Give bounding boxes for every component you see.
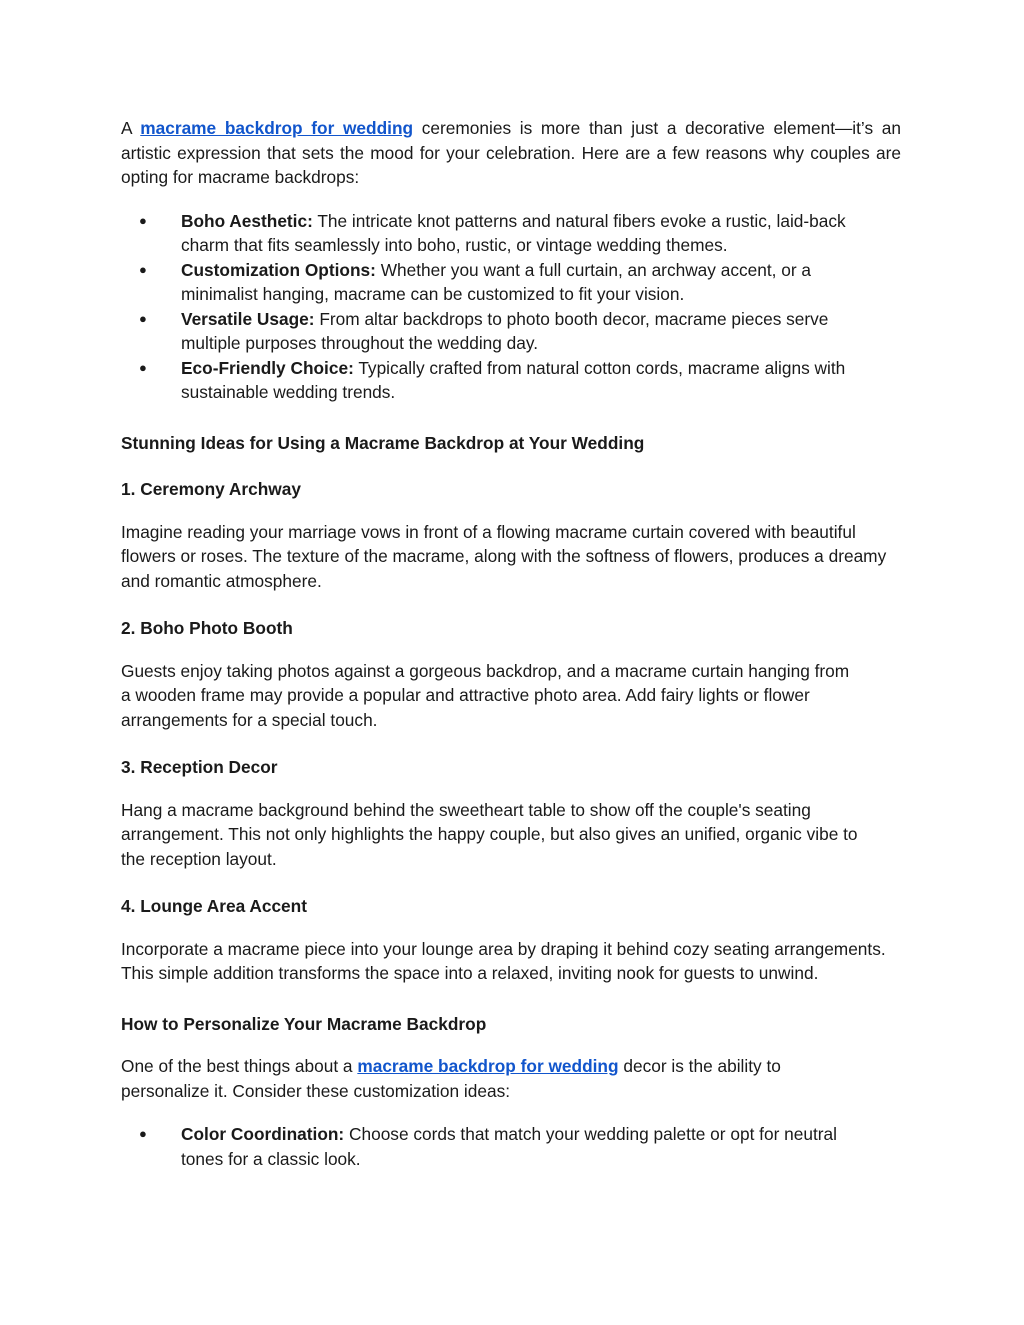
- personalize-heading: How to Personalize Your Macrame Backdrop: [121, 1013, 487, 1034]
- ideas-heading: Stunning Ideas for Using a Macrame Backdrop at Your Wedding: [121, 432, 645, 453]
- macrame-backdrop-link[interactable]: macrame backdrop for wedding: [140, 118, 414, 138]
- idea-title: 4. Lounge Area Accent: [121, 896, 307, 916]
- intro-paragraph: [121, 116, 901, 190]
- document-content: [121, 116, 901, 1171]
- idea-body: Hang a macrame background behind the sweetheart table to show off the couple's seating arrangement. This not only highlights the happy couple, but also gives an unified, organic vibe to the reception layout.: [121, 799, 858, 869]
- idea-title: 2. Boho Photo Booth: [121, 618, 293, 638]
- reason-text: Typically crafted from natural cotton cords, macrame aligns with sustainable wedding trends.: [181, 357, 846, 402]
- idea-title: 3. Reception Decor: [121, 757, 278, 777]
- list-item: [121, 258, 881, 307]
- reason-term: Versatile Usage:: [181, 308, 315, 329]
- list-item: [121, 356, 881, 405]
- reason-text: From altar backdrops to photo booth decor, macrame pieces serve multiple purposes throughout the wedding day.: [181, 308, 829, 353]
- personalize-suffix: decor is the ability to personalize it. Consider these customization ideas:: [121, 1056, 781, 1101]
- idea-body: Incorporate a macrame piece into your lounge area by draping it behind cozy seating arrangements. This simple addition transforms the space into a relaxed, inviting nook for guests to unwind.: [121, 938, 886, 983]
- list-item: [121, 209, 881, 258]
- reason-term: Boho Aesthetic:: [181, 210, 313, 231]
- reason-text: The intricate knot patterns and natural fibers evoke a rustic, laid-back charm that fits seamlessly into boho, rustic, or vintage wedding themes.: [181, 210, 846, 255]
- intro-prefix: A: [121, 118, 141, 138]
- personalize-paragraph: [121, 1054, 821, 1103]
- idea-title: 1. Ceremony Archway: [121, 479, 301, 499]
- list-item: [121, 307, 881, 356]
- reason-text: Whether you want a full curtain, an archway accent, or a minimalist hanging, macrame can be customized to fit your vision.: [181, 259, 812, 304]
- customization-list: [121, 1122, 901, 1171]
- customization-term: Color Coordination:: [181, 1124, 345, 1144]
- list-item: [121, 1122, 881, 1171]
- personalize-prefix: One of the best things about a: [121, 1056, 358, 1076]
- intro-suffix: ceremonies is more than just a decorative element—it’s an artistic expression that sets the mood for your celebration. Here are a few reasons why couples are opting for macrame backdrops:: [121, 118, 901, 187]
- reason-term: Eco-Friendly Choice:: [181, 357, 354, 378]
- customization-text: Choose cords that match your wedding palette or opt for neutral tones for a classic look.: [181, 1124, 837, 1169]
- reasons-list: [121, 209, 901, 405]
- idea-body: Imagine reading your marriage vows in front of a flowing macrame curtain covered with beautiful flowers or roses. The texture of the macrame, along with the softness of flowers, produces a dreamy and romantic atmosphere.: [121, 521, 887, 591]
- macrame-backdrop-link[interactable]: macrame backdrop for wedding: [357, 1056, 619, 1076]
- idea-body: Guests enjoy taking photos against a gorgeous backdrop, and a macrame curtain hanging from a wooden frame may provide a popular and attractive photo area. Add fairy lights or flower arrangements for a special touch.: [121, 660, 850, 730]
- reason-term: Customization Options:: [181, 259, 376, 280]
